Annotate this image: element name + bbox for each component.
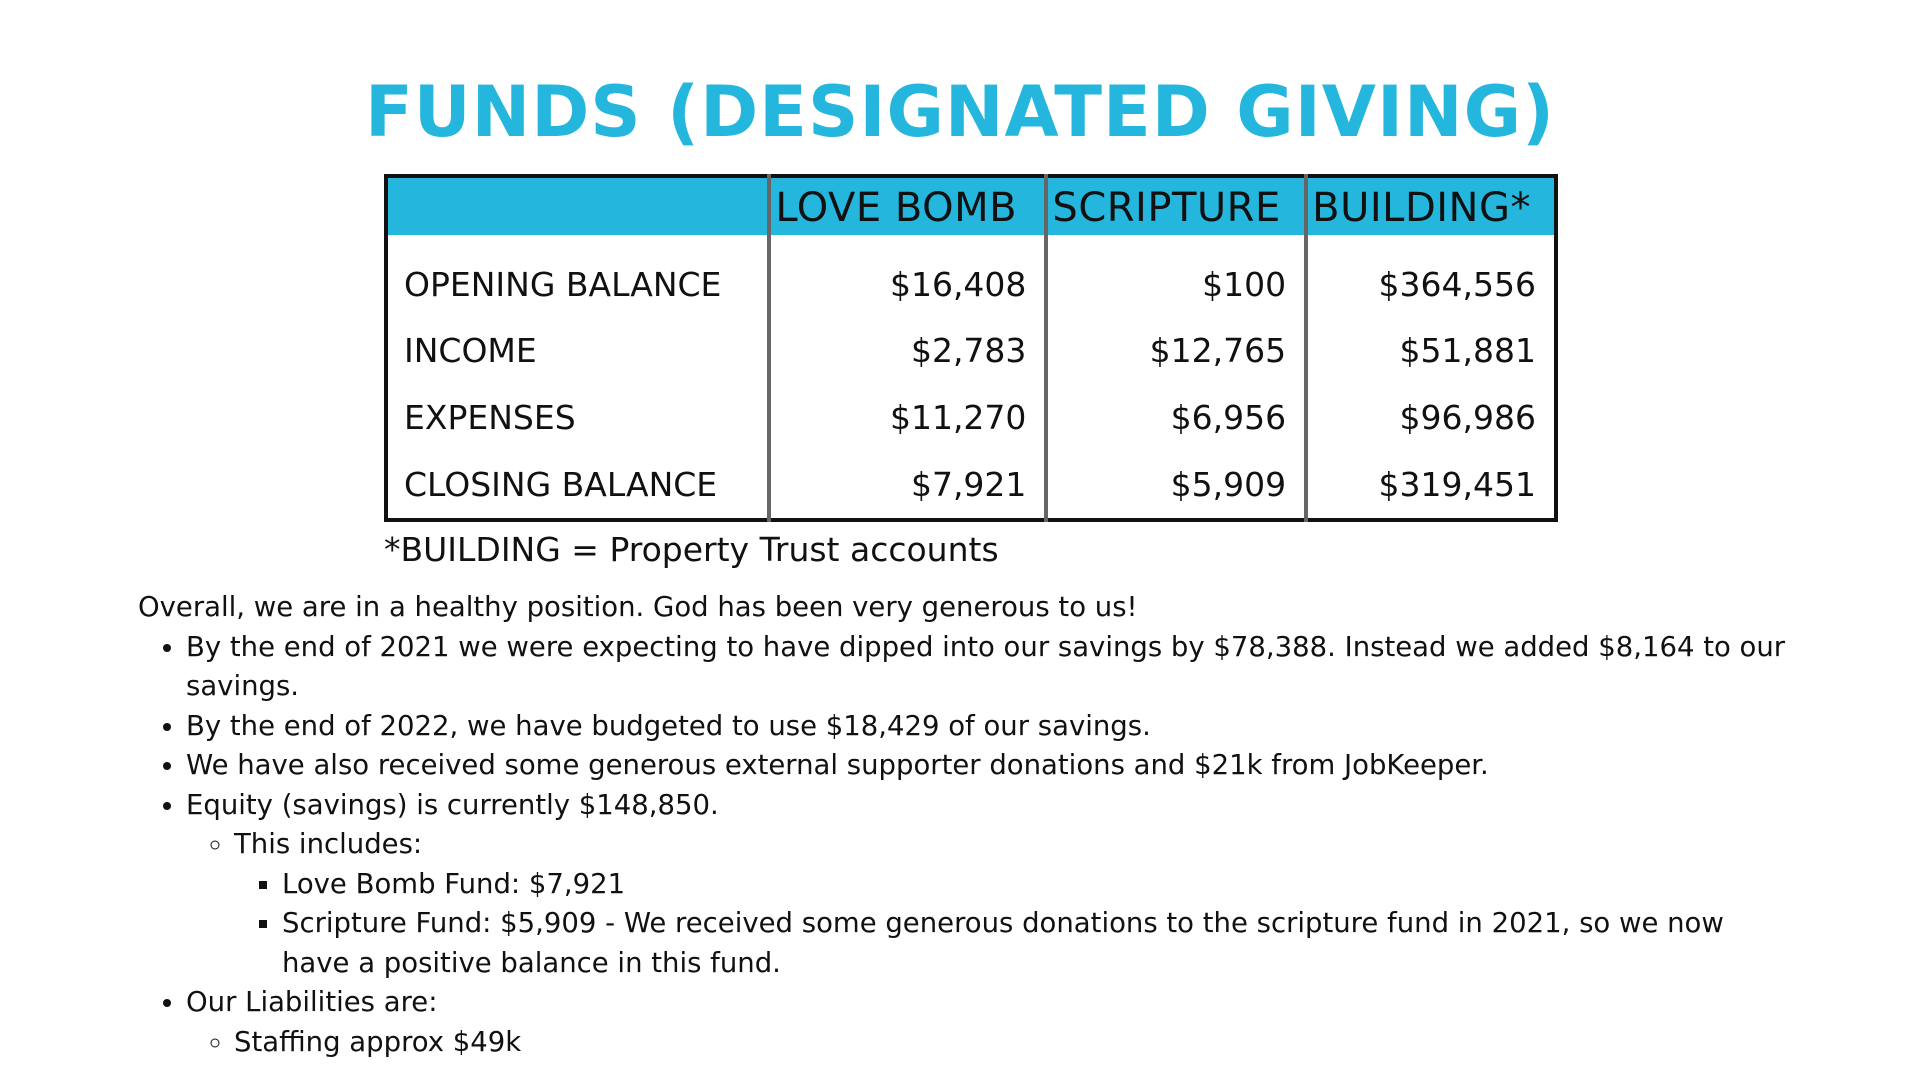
list-item: ▪ Scripture Fund: $5,909 - We received some generous donations to the scripture fund in 2021, so we now have a positive balance in this fund. <box>282 904 1798 983</box>
row-label: EXPENSES <box>404 398 576 437</box>
table-row <box>386 235 1556 317</box>
header-cell-building: BUILDING* <box>1306 176 1556 235</box>
liabilities-text: Our Liabilities are: <box>186 986 438 1018</box>
list-item-equity <box>186 786 1798 984</box>
equity-text: Equity (savings) is currently $148,850. <box>186 788 719 821</box>
love-bomb-value: $7,921 <box>769 451 1046 520</box>
building-value: $319,451 <box>1306 451 1556 520</box>
liabilities-sublist <box>186 1023 1798 1063</box>
list-item: • By the end of 2022, we have budgeted to use $18,429 of our savings. <box>186 707 1798 747</box>
row-label: INCOME <box>404 331 537 370</box>
fund-list <box>234 865 1798 984</box>
includes-text: This includes: <box>234 828 423 860</box>
header-cell-love-bomb: LOVE BOMB <box>769 176 1046 235</box>
table-header-row <box>386 176 1556 235</box>
building-value: $364,556 <box>1306 235 1556 317</box>
scripture-value: $6,956 <box>1046 384 1306 451</box>
list-item: • By the end of 2021 we were expecting to have dipped into our savings by $78,388. Instead we added $8,164 to our savings. <box>186 628 1798 707</box>
equity-sublist <box>186 825 1798 983</box>
list-item-includes <box>234 825 1798 983</box>
table-row <box>386 384 1556 451</box>
love-bomb-value: $16,408 <box>769 235 1046 317</box>
row-label: CLOSING BALANCE <box>404 465 718 504</box>
table-row <box>386 451 1556 520</box>
row-label: OPENING BALANCE <box>404 264 722 304</box>
list-item: ▪ Love Bomb Fund: $7,921 <box>282 865 1798 905</box>
header-cell-empty <box>386 176 769 235</box>
notes-section <box>138 588 1798 1062</box>
notes-intro: Overall, we are in a healthy position. God has been very generous to us! <box>138 591 1138 623</box>
building-value: $96,986 <box>1306 384 1556 451</box>
table-row <box>386 317 1556 384</box>
scripture-value: $5,909 <box>1046 451 1306 520</box>
love-bomb-value: $11,270 <box>769 384 1046 451</box>
list-item-liabilities <box>186 983 1798 1062</box>
building-footnote: *BUILDING = Property Trust accounts <box>384 530 999 569</box>
notes-list <box>138 628 1798 1063</box>
list-item: • We have also received some generous external supporter donations and $21k from JobKeeper. <box>186 746 1798 786</box>
building-value: $51,881 <box>1306 317 1556 384</box>
love-bomb-value: $2,783 <box>769 317 1046 384</box>
list-item: ◦ Staffing approx $49k <box>234 1023 1798 1063</box>
header-cell-scripture: SCRIPTURE <box>1046 176 1306 235</box>
scripture-value: $12,765 <box>1046 317 1306 384</box>
page-title: FUNDS (DESIGNATED GIVING) <box>364 71 1556 153</box>
scripture-value: $100 <box>1046 235 1306 317</box>
funds-table <box>384 174 1558 522</box>
